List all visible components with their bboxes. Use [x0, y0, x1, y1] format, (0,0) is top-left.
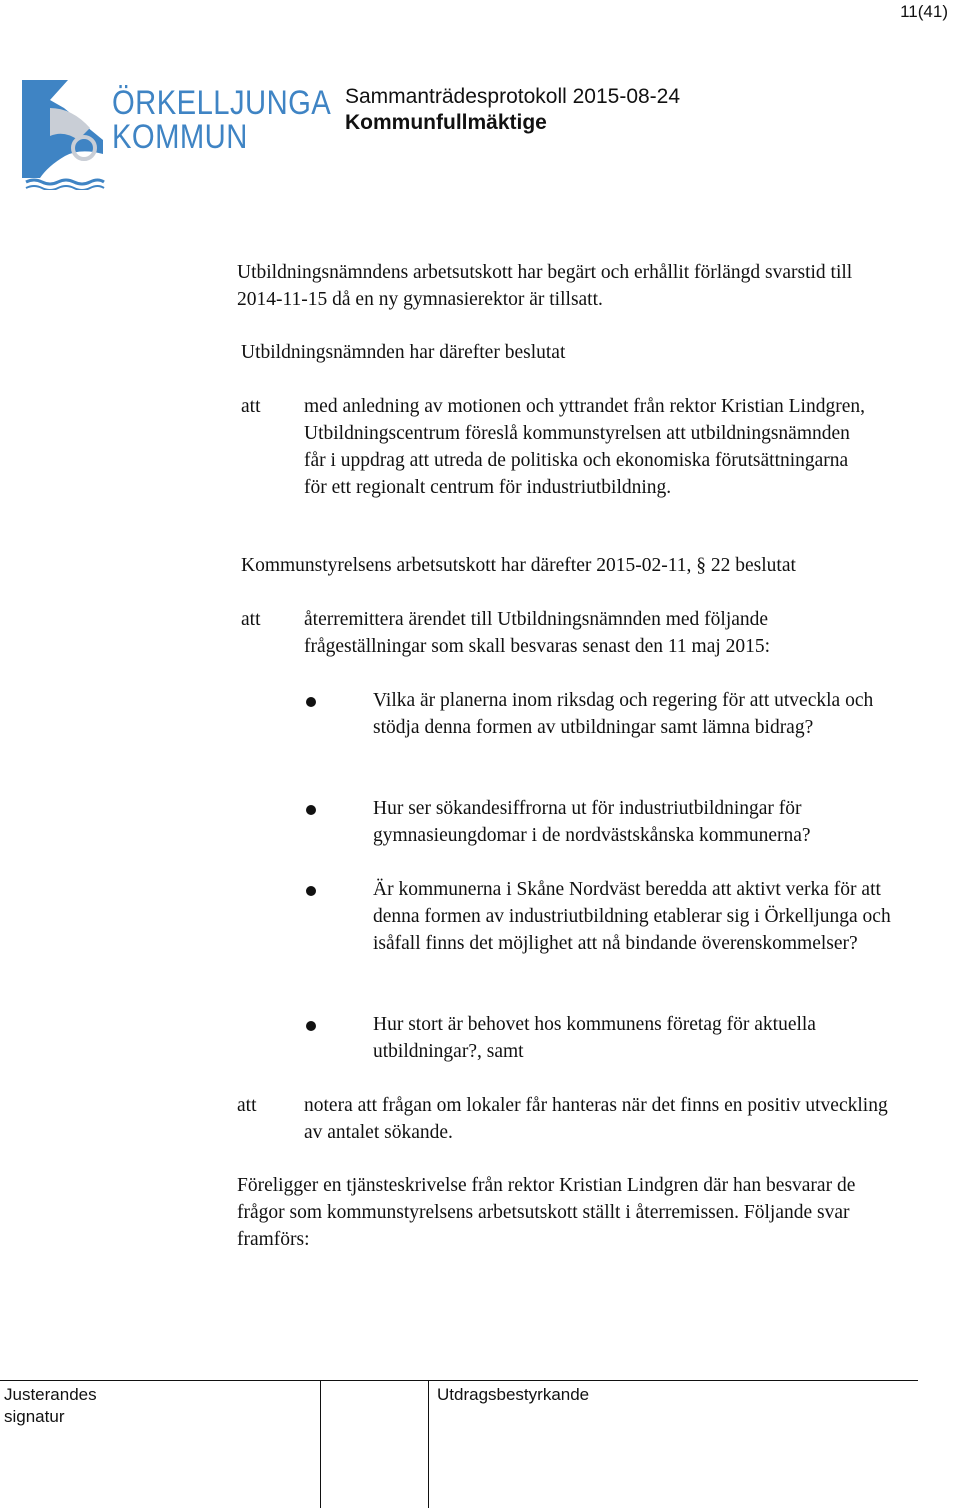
document-subtitle: Kommunfullmäktige	[345, 111, 547, 134]
paragraph-ks-decision-intro: Kommunstyrelsens arbetsutskott har därefter 2015-02-11, § 22 beslutat	[241, 555, 796, 576]
note-text: notera att frågan om lokaler får hanteras när det finns en positiv utveckling av antalet sökande.	[304, 1095, 888, 1143]
att-label: att	[241, 609, 261, 630]
bullet-question: Är kommunerna i Skåne Nordväst beredda att aktivt verka för att denna formen av industriutbildning etablerar sig i Örkelljunga och isåfall finns det möjlighet att nå bindande överenskommelser?	[373, 879, 891, 954]
bullet-question: Hur ser sökandesiffrorna ut för industriutbildningar för gymnasieungdomar i de nordvästskånska kommunerna?	[373, 798, 811, 846]
bullet-marker	[306, 886, 316, 896]
utdragsbestyrkande-label: Utdragsbestyrkande	[437, 1385, 590, 1404]
logo-text-line2: KOMMUN	[112, 118, 248, 156]
document-title: Sammanträdesprotokoll 2015-08-24	[345, 85, 681, 108]
paragraph-response-intro: Föreligger en tjänsteskrivelse från rektor Kristian Lindgren där han besvarar de frågor som kommunstyrelsens arbetsutskott ställt i återremissen. Följande svar framförs:	[237, 1175, 856, 1250]
remittance-text: återremittera ärendet till Utbildningsnämnden med följande frågeställningar som skall besvaras senast den 11 maj 2015:	[304, 609, 771, 657]
bullet-marker	[306, 697, 316, 707]
att-label: att	[241, 396, 261, 417]
att-label: att	[237, 1095, 257, 1116]
bullet-marker	[306, 1021, 316, 1031]
bullet-question: Hur stort är behovet hos kommunens företag för aktuella utbildningar?, samt	[373, 1014, 816, 1062]
footer-divider	[0, 1380, 918, 1381]
bullet-question: Vilka är planerna inom riksdag och regering för att utveckla och stödja denna formen av utbildningar samt lämna bidrag?	[373, 690, 874, 738]
justerandes-signatur-label: Justerandes signatur	[4, 1385, 97, 1426]
decision-text: med anledning av motionen och yttrandet från rektor Kristian Lindgren, Utbildningscentrum föreslå kommunstyrelsen att utbildningsnämnden får i uppdrag att utreda de politiska och ekonomiska förutsättningarna för ett regionalt centrum för industriutbildning.	[304, 396, 865, 498]
page-number: 11(41)	[900, 2, 948, 21]
footer-column-divider	[320, 1380, 321, 1508]
footer-column-divider	[428, 1380, 429, 1508]
bullet-marker	[306, 805, 316, 815]
logo-text-line1: ÖRKELLJUNGA	[112, 84, 332, 122]
paragraph-extension: Utbildningsnämndens arbetsutskott har begärt och erhållit förlängd svarstid till 2014-11-15 då en ny gymnasierektor är tillsatt.	[237, 262, 853, 310]
paragraph-decision-intro: Utbildningsnämnden har därefter beslutat	[241, 342, 566, 363]
municipal-crest-icon	[20, 78, 105, 190]
